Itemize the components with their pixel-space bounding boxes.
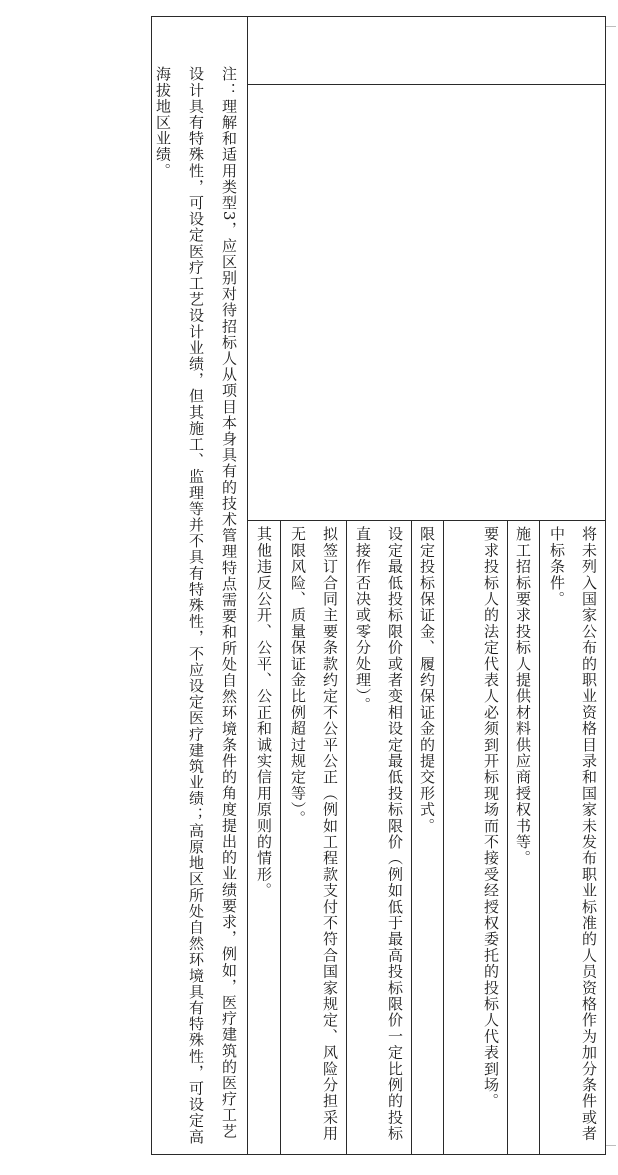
corner-tick-bottom	[606, 1145, 616, 1146]
rows-region-top	[247, 520, 606, 521]
row-divider-6	[280, 520, 281, 1155]
corner-tick-top	[606, 26, 616, 27]
table-row-5: 设定最低投标限价或者变相设定最低投标限价（例如低于最高投标限价一定比例的投标直接作否决或零分处理）。	[354, 526, 404, 1142]
table-row-4: 限定投标保证金、履约保证金的提交形式。	[418, 526, 436, 834]
row-divider-3	[443, 520, 444, 1155]
table-top-divider	[247, 84, 606, 85]
table-row-7: 其他违反公开、公平、公正和诚实信用原则的情形。	[255, 526, 273, 899]
table-row-1: 将未列入国家公布的职业资格目录和国家未发布职业标准的人员资格作为加分条件或者中标条件。	[548, 526, 598, 1142]
note-text: 注：理解和适用类型3，应区别对待招标人从项目本身具有的技术管理特点需要和所处自然环境条件的角度提出的业绩要求，例如，医疗建筑的医疗工艺设计具有特殊性，可设定医疗工艺设计业绩，但其施工、监理等并不具有特殊性，不应设定医疗建筑业绩；高原地区所处自然环境具有特殊性，可设定高海拔地区业绩。	[154, 66, 238, 1145]
row-divider-1	[539, 520, 540, 1155]
table-row-3: 要求投标人的法定代表人必须到开标现场而不接受经授权委托的投标人代表到场。	[482, 526, 500, 1110]
table-row-6: 拟签订合同主要条款约定不公平公正（例如工程款支付不符合国家规定、风险分担采用无限风险、质量保证金比例超过规定等）。	[289, 526, 339, 1142]
table-row-2: 施工招标要求投标人提供材料供应商授权书等。	[514, 526, 532, 867]
